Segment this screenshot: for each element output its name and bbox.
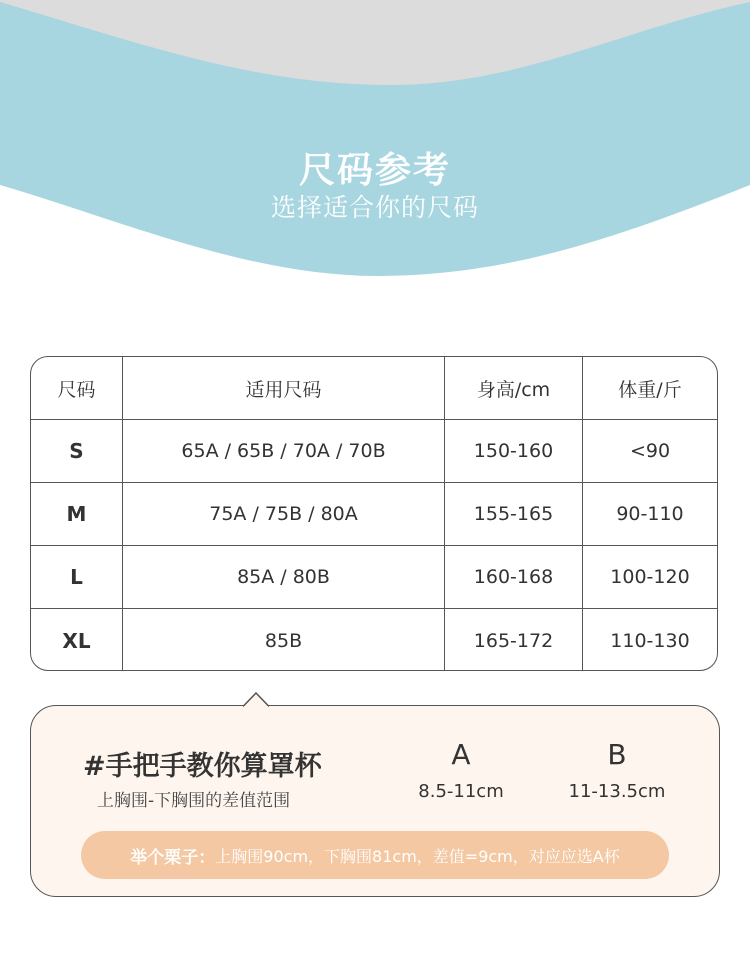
- weight-cell: 110-130: [610, 629, 690, 652]
- table-row: [31, 609, 717, 671]
- speech-bubble-notch: [243, 692, 269, 708]
- header-cell: 尺码: [31, 357, 123, 419]
- band-cup-cell: 65A / 65B / 70A / 70B: [123, 420, 445, 482]
- weight-cell: <90: [629, 440, 671, 462]
- example-pill: [81, 831, 669, 879]
- weight-cell: 100-120: [610, 566, 690, 588]
- height-cell: 165-172: [445, 609, 583, 671]
- band-cup-cell: 75A / 75B / 80A: [123, 483, 445, 545]
- size-table: [30, 356, 718, 671]
- cup-range: 8.5-11cm: [418, 781, 504, 802]
- cup-guide-box: [30, 705, 720, 897]
- guide-description: 上胸围-下胸围的差值范围: [97, 791, 291, 811]
- page-subtitle: 选择适合你的尺码: [270, 193, 479, 222]
- page-title: 尺码参考: [298, 150, 451, 191]
- height-cell: 155-165: [445, 483, 583, 545]
- size-cell: S: [31, 420, 123, 482]
- size-cell: M: [31, 483, 123, 545]
- header-cell: 适用尺码: [123, 357, 445, 419]
- height-cell: 160-168: [445, 546, 583, 608]
- example-label: 举个栗子：: [130, 847, 216, 868]
- example-text: 上胸围90cm，下胸围81cm，差值=9cm，对应应选A杯: [215, 846, 620, 866]
- cup-range: 11-13.5cm: [568, 781, 666, 802]
- height-cell: 150-160: [445, 420, 583, 482]
- weight-cell: 90-110: [616, 503, 684, 525]
- cup-letter: B: [607, 738, 627, 771]
- table-row: [31, 420, 717, 483]
- table-row: [31, 546, 717, 609]
- cup-a-column: [391, 738, 531, 802]
- table-row: [31, 483, 717, 546]
- header-cell: 身高/cm: [445, 357, 583, 419]
- size-cell: L: [31, 546, 123, 608]
- cup-b-column: [547, 738, 687, 802]
- band-cup-cell: 85B: [123, 609, 445, 671]
- guide-title: #手把手教你算罩杯: [83, 751, 322, 782]
- header-cell: 体重/斤: [618, 378, 682, 401]
- table-header-row: [31, 357, 717, 420]
- size-cell: XL: [31, 609, 123, 671]
- cup-letter: A: [451, 738, 471, 771]
- band-cup-cell: 85A / 80B: [123, 546, 445, 608]
